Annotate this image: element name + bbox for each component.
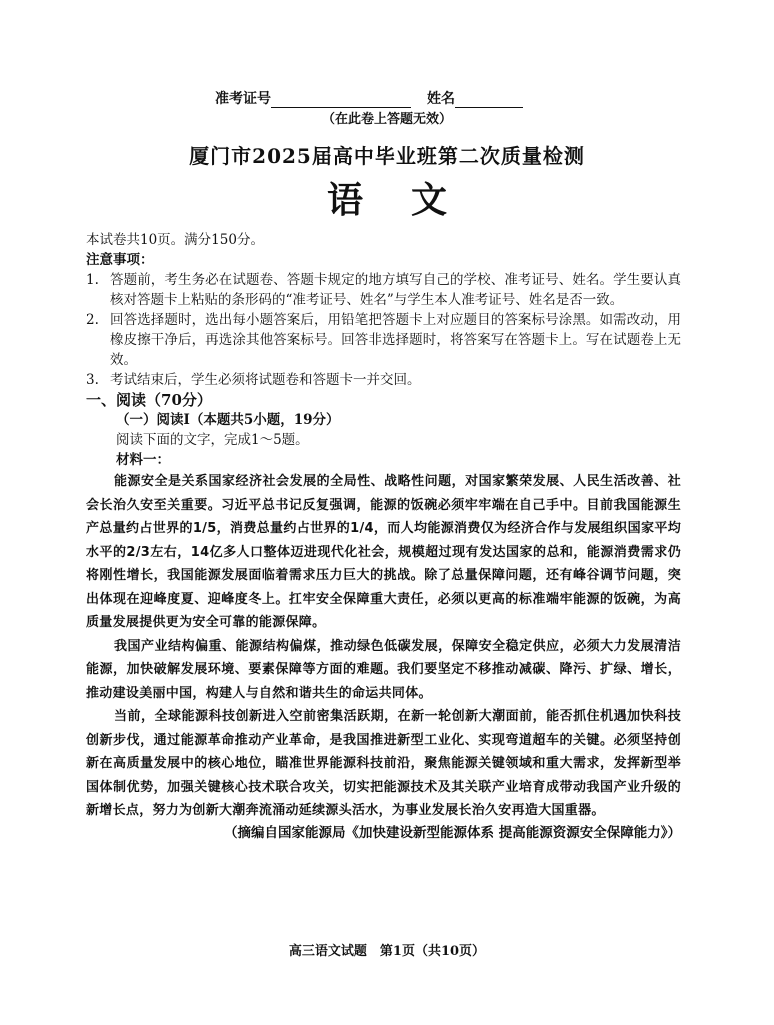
notice-number: 3. xyxy=(86,372,99,388)
reading-instruction: 阅读下面的文字，完成1～5题。 xyxy=(116,432,309,448)
passage-paragraph: 当前，全球能源科技创新进入空前密集活跃期，在新一轮创新大潮面前，能否抓住机遇加快科技创新步伐，通过能源革命推动产业革命，是我国推进新型工业化、实现弯道超车的关键。必须坚持创新在高质量发展中的核心地位，瞄准世界能源科技前沿，聚焦能源关键领域和重大需求，发挥新型举国体制优势，加强关键核心技术联合攻关，切实把能源技术及其关联产业培育成带动我国产业升级的新增长点，努力为创新大潮奔流涌动延续源头活水，为事业发展长治久安再造大国重器。 xyxy=(86,709,681,818)
notice-item xyxy=(86,270,681,310)
page-body xyxy=(86,230,681,843)
passage-paragraph: 我国产业结构偏重、能源结构偏煤，推动绿色低碳发展，保障安全稳定供应，必须大力发展清洁能源，加快破解发展环境、要素保障等方面的难题。我们要坚定不移推动减碳、降污、扩绿、增长，推动建设美丽中国，构建人与自然和谐共生的命运共同体。 xyxy=(86,638,681,701)
notice-text: 回答选择题时，选出每小题答案后，用铅笔把答题卡上对应题目的答案标号涂黑。如需改动，用橡皮擦干净后，再选涂其他答案标号。回答非选择题时，将答案写在答题卡上。写在试题卷上无效。 xyxy=(110,312,681,368)
subject-title: 语文 xyxy=(326,179,495,221)
name-field xyxy=(455,93,523,108)
notice-item xyxy=(86,310,681,370)
name-label: 姓名 xyxy=(427,91,455,107)
notice-number: 1. xyxy=(86,272,99,288)
notice-item xyxy=(86,370,681,390)
exam-id-field xyxy=(271,93,411,108)
exam-title: 厦门市2025届高中毕业班第二次质量检测 xyxy=(189,144,585,168)
material-label: 材料一： xyxy=(116,452,170,468)
subsection-title: （一）阅读Ⅰ（本题共5小题，19分） xyxy=(116,412,340,428)
notice-list xyxy=(86,270,681,390)
notice-text: 考试结束后，学生必须将试题卷和答题卡一并交回。 xyxy=(110,372,421,388)
notice-number: 2. xyxy=(86,312,99,328)
page-footer: 高三语文试题 第1页（共10页） xyxy=(288,944,486,959)
section-title: 一、阅读（70分） xyxy=(86,391,212,409)
invalid-answer-note: （在此卷上答题无效） xyxy=(321,112,452,127)
candidate-info-line xyxy=(215,88,523,108)
passage-paragraph: 能源安全是关系国家经济社会发展的全局性、战略性问题，对国家繁荣发展、人民生活改善、社会长治久安至关重要。习近平总书记反复强调，能源的饭碗必须牢牢端在自己手中。目前我国能源生产总量约占世界的1/5，消费总量约占世界的1/4，而人均能源消费仅为经济合作与发展组织国家平均水平的2/3左右，14亿多人口整体迈进现代化社会，规模超过现有发达国家的总和，能源消费需求仍将刚性增长，我国能源发展面临着需求压力巨大的挑战。除了总量保障问题，还有峰谷调节问题，突出体现在迎峰度夏、迎峰度冬上。扛牢安全保障重大责任，必须以更高的标准端牢能源的饭碗，为高质量发展提供更为安全可靠的能源保障。 xyxy=(86,474,681,630)
notice-title: 注意事项： xyxy=(86,252,154,268)
notice-text: 答题前，考生务必在试题卷、答题卡规定的地方填写自己的学校、准考证号、姓名。学生要认真核对答题卡上粘贴的条形码的“准考证号、姓名”与学生本人准考证号、姓名是否一致。 xyxy=(110,272,681,308)
pages-score-line: 本试卷共10页。满分150分。 xyxy=(86,232,264,248)
exam-id-label: 准考证号 xyxy=(215,91,271,107)
source-citation: （摘编自国家能源局《加快建设新型能源体系 提高能源资源安全保障能力》） xyxy=(224,824,681,841)
